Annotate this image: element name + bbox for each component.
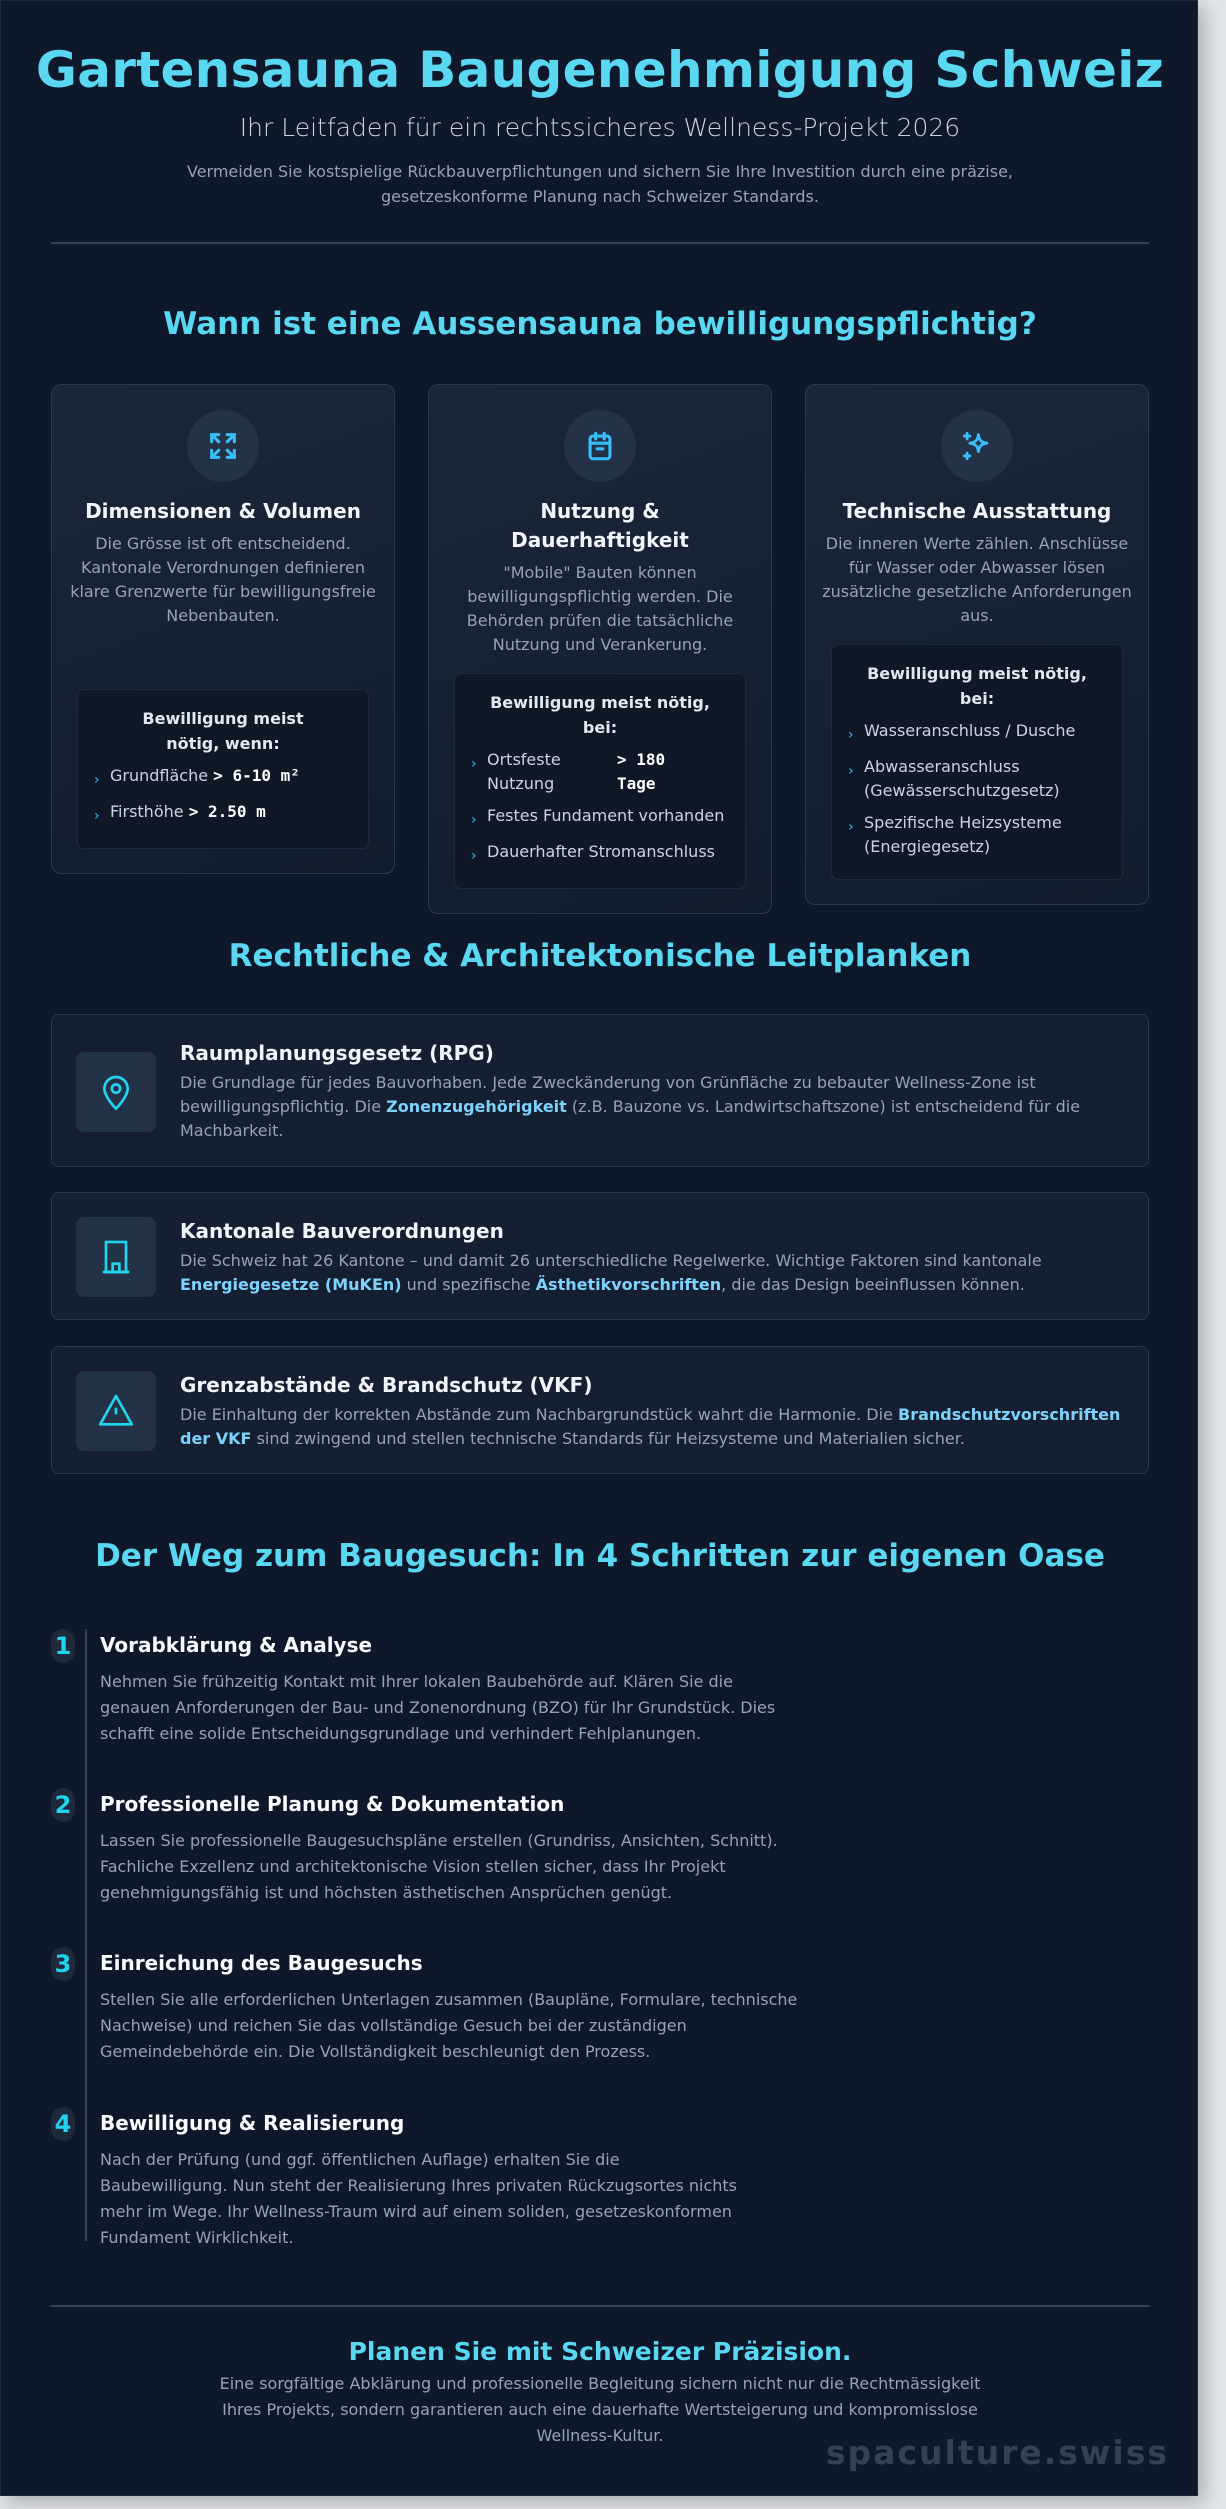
step-number: 4 <box>51 2107 75 2141</box>
legal-title: Grenzabstände & Brandschutz (VKF) <box>180 1373 593 1397</box>
requirement-label: Grundfläche <box>110 766 209 785</box>
sparkles-icon <box>941 410 1013 482</box>
requirement-item <box>471 840 729 868</box>
legal-card-rpg <box>51 1014 1149 1167</box>
step-number: 3 <box>51 1947 75 1981</box>
highlight-term: Ästhetikvorschriften <box>535 1275 722 1294</box>
card-title: Dimensionen & Volumen <box>85 499 361 523</box>
chevron-right-icon: › <box>471 848 477 864</box>
legal-text: Die Einhaltung der korrekten Abstände zum Nachbargrundstück wahrt die Harmonie. Die Brandschutzvorschriften der VKF sind zwingend und stellen technische Standards für Heizsysteme und Materialien sicher. <box>180 1405 1121 1448</box>
requirement-label: Firsthöhe <box>110 802 184 821</box>
requirement-item <box>94 764 352 792</box>
step-number: 1 <box>51 1629 75 1663</box>
requirements-heading: Bewilligung meist nötig, wenn: <box>142 709 304 753</box>
card-spacer <box>822 628 1132 644</box>
requirements-box <box>831 644 1123 880</box>
building-icon <box>76 1217 156 1297</box>
card-description: Die inneren Werte zählen. Anschlüsse für Wasser oder Abwasser lösen zusätzliche gesetzliche Anforderungen aus. <box>822 534 1132 625</box>
requirement-item <box>471 748 729 796</box>
footer-title: Planen Sie mit Schweizer Präzision. <box>348 2337 852 2366</box>
calendar-icon <box>564 410 636 482</box>
criteria-card-technical <box>805 384 1149 905</box>
chevron-right-icon: › <box>848 819 854 835</box>
page-subtitle: Ihr Leitfaden für ein rechtssicheres Wellness-Projekt 2026 <box>239 113 961 142</box>
requirement-item <box>471 804 729 832</box>
legal-text: Die Schweiz hat 26 Kantone – und damit 26 unterschiedliche Regelwerke. Wichtige Faktoren sind kantonale Energiegesetze (MuKEn) und spezifische Ästhetikvorschriften, die das Design beeinflussen können. <box>180 1251 1042 1294</box>
requirement-value: > 2.50 m <box>188 802 266 821</box>
highlight-term: Brandschutzvorschriften der VKF <box>180 1405 1121 1448</box>
legal-title: Kantonale Bauverordnungen <box>180 1219 504 1243</box>
requirement-label: Spezifische Heizsysteme (Energiegesetz) <box>864 813 1062 856</box>
chevron-right-icon: › <box>94 772 100 788</box>
card-spacer <box>445 657 755 673</box>
chevron-right-icon: › <box>471 812 477 828</box>
map-pin-icon <box>76 1052 156 1132</box>
footer-text: Eine sorgfältige Abklärung und professionelle Begleitung sichern nicht nur die Rechtmässigkeit Ihres Projekts, sondern garantieren auch eine dauerhafte Wertsteigerung und kompromisslose Wellness-Kultur. <box>219 2374 981 2445</box>
section-title-steps: Der Weg zum Baugesuch: In 4 Schritten zur eigenen Oase <box>95 1538 1105 1574</box>
legal-card-fire-safety <box>51 1346 1149 1474</box>
step-title: Professionelle Planung & Dokumentation <box>100 1792 565 1816</box>
requirement-item <box>94 800 352 828</box>
intro-text: Vermeiden Sie kostspielige Rückbauverpflichtungen und sichern Sie Ihre Investition durch eine präzise, gesetzeskonforme Planung nach Schweizer Standards. <box>187 162 1013 206</box>
step-number: 2 <box>51 1788 75 1822</box>
requirements-box <box>454 673 746 889</box>
section-title-legal: Rechtliche & Architektonische Leitplanken <box>228 938 972 974</box>
step-text: Nehmen Sie frühzeitig Kontakt mit Ihrer lokalen Baubehörde auf. Klären Sie die genauen Anforderungen der Bau- und Zonenordnung (BZO) für Ihr Grundstück. Dies schafft eine solide Entscheidungsgrundlage und verhindert Fehlplanungen. <box>100 1672 776 1743</box>
card-spacer <box>68 628 378 689</box>
page-title: Gartensauna Baugenehmigung Schweiz <box>35 41 1165 99</box>
step-title: Bewilligung & Realisierung <box>100 2111 405 2135</box>
chevron-right-icon: › <box>848 727 854 743</box>
expand-arrows-icon <box>187 410 259 482</box>
legal-text: Die Grundlage für jedes Bauvorhaben. Jede Zweckänderung von Grünfläche zu bebauter Wellness-Zone ist bewilligungspflichtig. Die Zonenzugehörigkeit (z.B. Bauzone vs. Landwirtschaftszone) ist entscheidend für die Machbarkeit. <box>180 1073 1081 1140</box>
requirement-item <box>848 755 1106 803</box>
chevron-right-icon: › <box>94 808 100 824</box>
requirement-value: > 6-10 m² <box>213 766 300 785</box>
criteria-card-usage <box>428 384 772 914</box>
card-title: Technische Ausstattung <box>842 499 1112 523</box>
card-description: Die Grösse ist oft entscheidend. Kantonale Verordnungen definieren klare Grenzwerte für bewilligungsfreie Nebenbauten. <box>70 534 376 625</box>
highlight-term: Energiegesetze (MuKEn) <box>180 1275 402 1294</box>
requirement-label: Wasseranschluss / Dusche <box>864 721 1076 740</box>
card-title: Nutzung & Dauerhaftigkeit <box>511 499 689 552</box>
requirements-heading: Bewilligung meist nötig, bei: <box>867 664 1087 708</box>
criteria-card-dimensions <box>51 384 395 874</box>
divider <box>51 242 1149 244</box>
requirement-label: Ortsfeste Nutzung <box>487 750 561 793</box>
divider <box>51 2305 1149 2307</box>
highlight-term: Zonenzugehörigkeit <box>386 1097 567 1116</box>
chevron-right-icon: › <box>848 763 854 779</box>
legal-title: Raumplanungsgesetz (RPG) <box>180 1041 494 1065</box>
step-text: Nach der Prüfung (und ggf. öffentlichen Auflage) erhalten Sie die Baubewilligung. Nun steht der Realisierung Ihres privaten Rückzugsortes nichts mehr im Wege. Ihr Wellness-Traum wird auf einem soliden, gesetzeskonformen Fundament Wirklichkeit. <box>100 2150 737 2247</box>
requirement-label: Festes Fundament vorhanden <box>487 806 725 825</box>
requirement-label: Dauerhafter Stromanschluss <box>487 842 715 861</box>
section-title-permit: Wann ist eine Aussensauna bewilligungspflichtig? <box>163 306 1037 342</box>
warning-triangle-icon <box>76 1371 156 1451</box>
requirements-heading: Bewilligung meist nötig, bei: <box>490 693 710 737</box>
requirement-value: > 180 Tage <box>617 750 666 793</box>
requirements-box <box>77 689 369 849</box>
legal-card-cantonal <box>51 1192 1149 1320</box>
card-description: "Mobile" Bauten können bewilligungspflichtig werden. Die Behörden prüfen die tatsächliche Nutzung und Verankerung. <box>466 563 734 654</box>
requirement-item <box>848 811 1106 859</box>
step-title: Einreichung des Baugesuchs <box>100 1951 423 1975</box>
step-title: Vorabklärung & Analyse <box>100 1633 373 1657</box>
chevron-right-icon: › <box>471 756 477 772</box>
timeline-line <box>85 1629 87 2241</box>
requirement-item <box>848 719 1106 747</box>
watermark: spaculture.swiss <box>825 2433 1169 2472</box>
step-text: Stellen Sie alle erforderlichen Unterlagen zusammen (Baupläne, Formulare, technische Nachweise) und reichen Sie das vollständige Gesuch bei der zuständigen Gemeindebehörde ein. Die Vollständigkeit beschleunigt den Prozess. <box>100 1990 798 2061</box>
requirement-label: Abwasseranschluss (Gewässerschutzgesetz) <box>864 757 1060 800</box>
step-text: Lassen Sie professionelle Baugesuchspläne erstellen (Grundriss, Ansichten, Schnitt). Fachliche Exzellenz und architektonische Vision stellen sicher, dass Ihr Projekt genehmigungsfähig ist und höchsten ästhetischen Ansprüchen genügt. <box>100 1831 778 1902</box>
